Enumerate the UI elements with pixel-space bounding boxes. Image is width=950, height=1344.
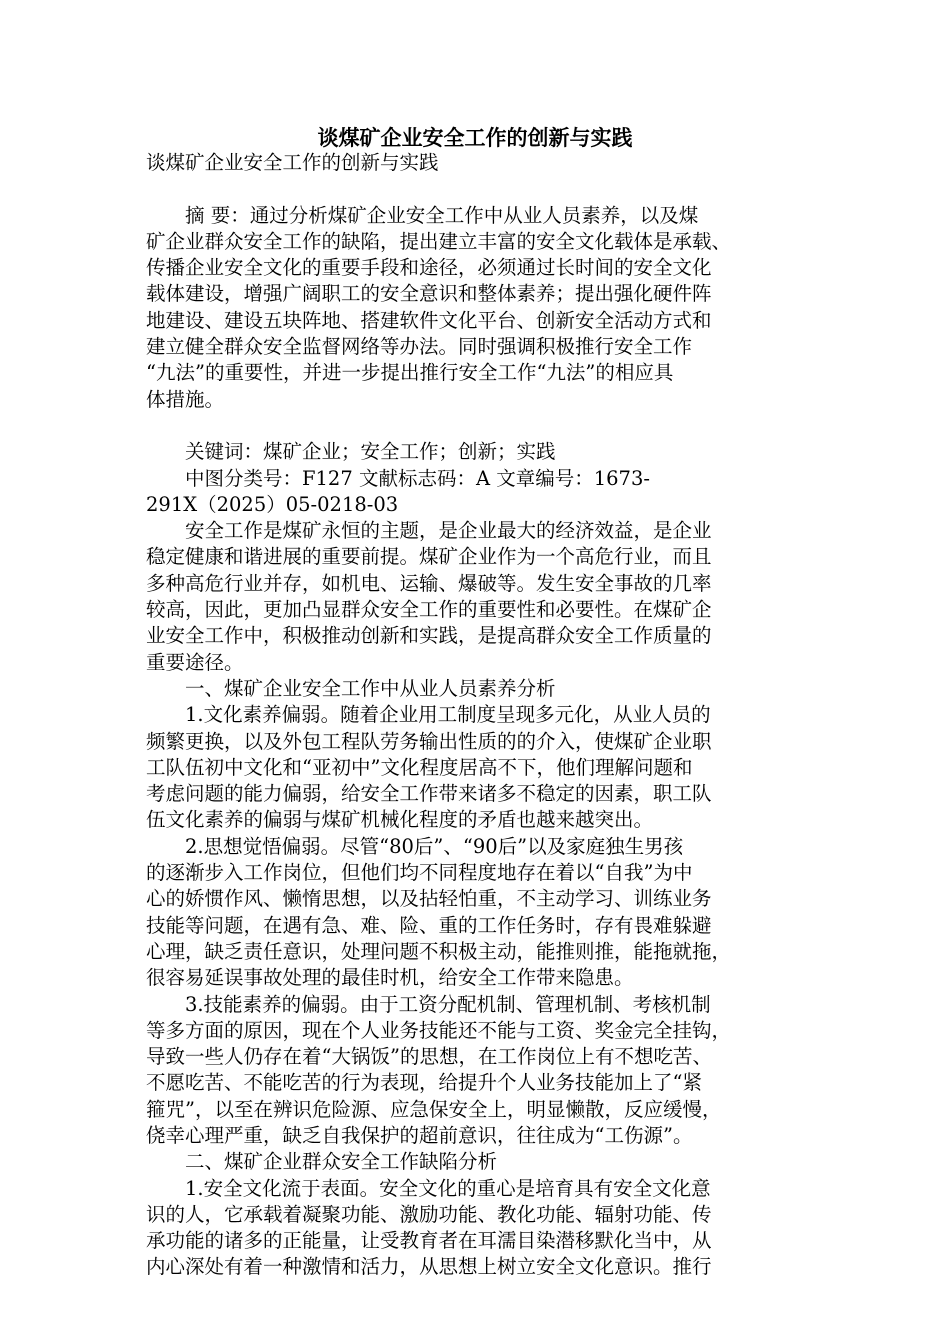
text-line: 业安全工作中，积极推动创新和实践，是提高群众安全工作质量的 <box>146 624 712 648</box>
text-line: 导致一些人仍存在着“大锅饭”的思想，在工作岗位上有不想吃苦、 <box>146 1045 712 1069</box>
text-line: 心的娇惯作风、懒惰思想，以及拈轻怕重，不主动学习、训练业务 <box>146 887 712 911</box>
text-line: 摘 要：通过分析煤矿企业安全工作中从业人员素养，以及煤 <box>146 203 699 227</box>
text-line: 1.安全文化流于表面。安全文化的重心是培育具有安全文化意 <box>146 1176 711 1200</box>
text-line: 1.文化素养偏弱。随着企业用工制度呈现多元化，从业人员的 <box>146 703 711 727</box>
text-line: 心理，缺乏责任意识，处理问题不积极主动，能推则推，能拖就拖， <box>146 939 732 963</box>
text-line: 工队伍初中文化和“亚初中”文化程度居高不下，他们理解问题和 <box>146 755 693 779</box>
text-line: 较高，因此，更加凸显群众安全工作的重要性和必要性。在煤矿企 <box>146 598 712 622</box>
text-line: 技能等问题，在遇有急、难、险、重的工作任务时，存有畏难躲避 <box>146 913 712 937</box>
text-line: 伍文化素养的偏弱与煤矿机械化程度的矛盾也越来越突出。 <box>146 808 654 832</box>
text-line: 谈煤矿企业安全工作的创新与实践 <box>146 151 439 174</box>
text-line: 建立健全群众安全监督网络等办法。同时强调积极推行安全工作 <box>146 335 693 359</box>
text-line: 的逐渐步入工作岗位，但他们均不同程度地存在着以“自我”为中 <box>146 861 693 885</box>
text-line: 识的人，它承载着凝聚功能、激励功能、教化功能、辐射功能、传 <box>146 1202 712 1226</box>
text-line: 频繁更换，以及外包工程队劳务输出性质的的介入，使煤矿企业职 <box>146 729 712 753</box>
text-line: 不愿吃苦、不能吃苦的行为表现，给提升个人业务技能加上了“紧 <box>146 1071 702 1095</box>
text-line: 内心深处有着一种激情和活力，从思想上树立安全文化意识。推行 <box>146 1255 712 1279</box>
text-line: 很容易延误事故处理的最佳时机，给安全工作带来隐患。 <box>146 966 634 990</box>
text-line: 等多方面的原因，现在个人业务技能还不能与工资、奖金完全挂钩， <box>146 1018 732 1042</box>
text-line: 关键词：煤矿企业；安全工作；创新；实践 <box>146 440 556 464</box>
text-line: 重要途径。 <box>146 650 244 674</box>
document-title: 谈煤矿企业安全工作的创新与实践 <box>317 126 633 150</box>
text-line: 3.技能素养的偏弱。由于工资分配机制、管理机制、考核机制 <box>146 992 711 1016</box>
text-line: 体措施。 <box>146 387 225 411</box>
text-line: 多种高危行业并存，如机电、运输、爆破等。发生安全事故的几率 <box>146 571 712 595</box>
text-line: 291X（2025）05-0218-03 <box>146 492 399 516</box>
blank-line <box>146 413 806 439</box>
text-line: 2.思想觉悟偏弱。尽管“80后”、“90后”以及家庭独生男孩 <box>146 834 684 858</box>
text-line: 载体建设，增强广阔职工的安全意识和整体素养；提出强化硬件阵 <box>146 282 712 306</box>
text-line: 安全工作是煤矿永恒的主题，是企业最大的经济效益，是企业 <box>146 519 712 543</box>
text-line: 承功能的诸多的正能量，让受教育者在耳濡目染潜移默化当中，从 <box>146 1229 712 1253</box>
text-line: 传播企业安全文化的重要手段和途径，必须通过长时间的安全文化 <box>146 256 712 280</box>
blank-line <box>146 176 806 202</box>
text-line: 矿企业群众安全工作的缺陷，提出建立丰富的安全文化载体是承载、 <box>146 229 732 253</box>
text-line: 考虑问题的能力偏弱，给安全工作带来诸多不稳定的因素，职工队 <box>146 782 712 806</box>
text-line: 稳定健康和谐进展的重要前提。煤矿企业作为一个高危行业，而且 <box>146 545 712 569</box>
text-line: 二、煤矿企业群众安全工作缺陷分析 <box>146 1150 498 1174</box>
document-body <box>146 150 806 1281</box>
text-line: 箍咒”，以至在辨识危险源、应急保安全上，明显懒散，反应缓慢， <box>146 1097 722 1121</box>
text-line: 侥幸心理严重，缺乏自我保护的超前意识，往往成为“工伤源”。 <box>146 1123 693 1147</box>
text-line: 中图分类号：F127 文献标志码：A 文章编号：1673- <box>146 466 650 490</box>
text-line: 地建设、建设五块阵地、搭建软件文化平台、创新安全活动方式和 <box>146 308 712 332</box>
text-line: “九法”的重要性，并进一步提出推行安全工作“九法”的相应具 <box>146 361 674 385</box>
text-line: 一、煤矿企业安全工作中从业人员素养分析 <box>146 676 556 700</box>
